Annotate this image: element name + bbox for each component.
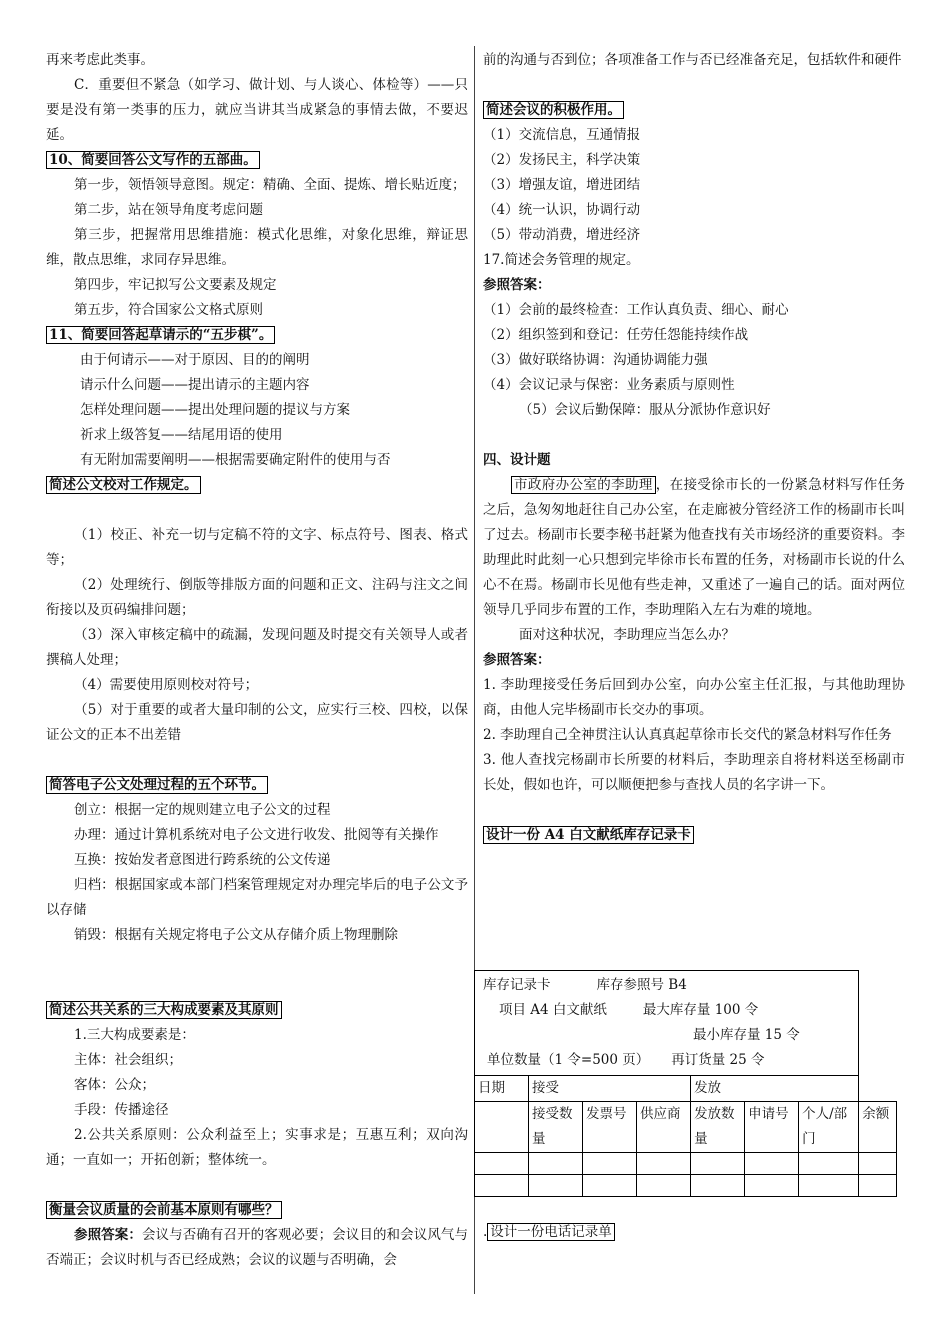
list-item: 2.公共关系原则：公众利益至上；实事求是；互惠互利；双向沟通；一直如一；开拓创新；整体统一。 <box>46 1127 468 1168</box>
list-item: 手段：传播途径 <box>74 1102 169 1118</box>
sub-supplier: 供应商 <box>637 1102 691 1153</box>
list-item: （4）统一认识，协调行动 <box>483 202 641 218</box>
list-item: 1. 李助理接受任务后回到办公室，向办公室主任汇报，与其他助理协商，由他人完毕杨副市长交办的事项。 <box>483 677 905 718</box>
sub-issue-qty: 发放数量 <box>691 1102 745 1153</box>
list-item: 2. 李助理自己全神贯注认认真真起草徐市长交代的紧急材料写作任务 <box>483 727 892 743</box>
inventory-record-card <box>474 970 897 1197</box>
list-item: （3）做好联络协调：沟通协调能力强 <box>483 352 708 368</box>
case-question: 面对这种状况，李助理应当怎么办？ <box>519 627 735 643</box>
list-item: （1）交流信息，互通情报 <box>483 127 641 143</box>
col-date: 日期 <box>475 1076 529 1102</box>
question-heading: 简述会议的积极作用。 <box>483 101 624 119</box>
list-item: 3. 他人查找完杨副市长所要的材料后，李助理亲自将材料送至杨副市长处，假如也许，可以顺便把参与查找人员的名字讲一下。 <box>483 752 905 793</box>
question-heading: 设计一份 A4 白文献纸库存记录卡 <box>483 826 694 844</box>
question-heading: 简答电子公文处理过程的五个环节。 <box>46 776 268 794</box>
list-item: 祈求上级答复——结尾用语的使用 <box>80 427 283 443</box>
list-item: 客体：公众； <box>74 1077 155 1093</box>
card-header <box>475 971 859 1076</box>
list-item: 请示什么问题——提出请示的主题内容 <box>80 377 310 393</box>
phone-record-heading: . 设计一份电话记录单 <box>483 1220 615 1245</box>
list-item: （3）增强友谊，增进团结 <box>483 177 641 193</box>
list-item: 有无附加需要阐明——根据需要确定附件的使用与否 <box>80 452 391 468</box>
col-issue: 发放 <box>691 1076 859 1102</box>
step-item: 第三步，把握常用思维措施：模式化思维，对象化思维，辩证思维，散点思维，求同存异思维。 <box>46 227 468 268</box>
sub-person-dept: 个人/部门 <box>799 1102 859 1153</box>
list-item: （2）发扬民主，科学决策 <box>483 152 641 168</box>
question-heading: 简述公文校对工作规定。 <box>46 476 201 494</box>
question-heading: 10、简要回答公文写作的五部曲。 <box>46 151 260 169</box>
list-item: 创立：根据一定的规则建立电子公文的过程 <box>74 802 331 818</box>
right-column <box>483 48 905 848</box>
list-item: 办理：通过计算机系统对电子公文进行收发、批阅等有关操作 <box>74 827 439 843</box>
step-item: 第四步，牢记拟写公文要素及规定 <box>74 277 277 293</box>
sub-receive-qty: 接受数量 <box>529 1102 583 1153</box>
list-item: 销毁：根据有关规定将电子公文从存储介质上物理删除 <box>74 927 398 943</box>
case-paragraph <box>483 473 905 623</box>
text-line: 再来考虑此类事。 <box>46 52 154 68</box>
list-item: 主体：社会组织； <box>74 1052 182 1068</box>
list-item: （4）会议记录与保密：业务素质与原则性 <box>483 377 735 393</box>
blank-cell <box>475 1102 529 1153</box>
text-paragraph: C．重要但不紧急（如学习、做计划、与人谈心、体检等）——只要是没有第一类事的压力，就应当讲其当成紧急的事情去做，不要迟延。 <box>46 77 468 143</box>
question-heading: 11、简要回答起草请示的“五步棋”。 <box>46 326 275 344</box>
card-item: 项目 A4 白文献纸 <box>499 1002 607 1018</box>
list-item: 由于何请示——对于原因、目的的阐明 <box>80 352 310 368</box>
list-item: （4）需要使用原则校对符号； <box>74 677 259 693</box>
card-min: 最小库存量 15 令 <box>693 1027 800 1043</box>
answer-label: 参照答案： <box>74 1227 142 1243</box>
text-paragraph: 前的沟通与否到位；各项准备工作与否已经准备充足，包括软件和硬件 <box>483 52 902 68</box>
list-item: 互换：按始发者意图进行跨系统的公文传递 <box>74 852 331 868</box>
list-item: （3）深入审核定稿中的疏漏，发现问题及时提交有关领导人或者撰稿人处理； <box>46 627 468 668</box>
question-text: 17.简述会务管理的规定。 <box>483 252 640 268</box>
list-item: （5）带动消费，增进经济 <box>483 227 641 243</box>
list-item: 1.三大构成要素是： <box>74 1027 195 1043</box>
step-item: 第二步，站在领导角度考虑问题 <box>74 202 263 218</box>
sub-request-no: 申请号 <box>745 1102 799 1153</box>
sub-balance: 余额 <box>859 1102 897 1153</box>
answer-text: 会议与否确有召开的客观必要；会议目的和会议风气与否端正；会议时机与否已经成熟；会议的议题与否明确，会 <box>46 1227 469 1268</box>
list-item: （2）组织签到和登记：任劳任怨能持续作战 <box>483 327 749 343</box>
step-item: 第一步，领悟领导意图。规定：精确、全面、提炼、增长贴近度； <box>74 177 466 193</box>
card-max: 最大库存量 100 令 <box>642 1002 759 1018</box>
case-highlight: 市政府办公室的李助理 <box>511 476 656 494</box>
answer-label: 参照答案： <box>483 652 551 668</box>
list-item: （2）处理统行、倒版等排版方面的问题和正文、注码与注文之间衔接以及页码编排问题； <box>46 577 468 618</box>
list-item: （1）会前的最终检查：工作认真负责、细心、耐心 <box>483 302 789 318</box>
list-item: （5）对于重要的或者大量印制的公文，应实行三校、四校，以保证公文的正本不出差错 <box>46 702 468 743</box>
card-reorder: 再订货量 25 令 <box>671 1052 765 1068</box>
list-item: 归档：根据国家或本部门档案管理规定对办理完毕后的电子公文予以存储 <box>46 877 468 918</box>
list-item: （1）校正、补充一切与定稿不符的文字、标点符号、图表、格式等； <box>46 527 468 568</box>
list-item: （5）会议后勤保障：服从分派协作意识好 <box>519 402 771 418</box>
step-item: 第五步，符合国家公文格式原则 <box>74 302 263 318</box>
question-heading: 设计一份电话记录单 <box>487 1223 615 1241</box>
section-heading: 四、设计题 <box>483 452 551 468</box>
question-heading: 简述公共关系的三大构成要素及其原则 <box>46 1001 282 1019</box>
list-item: 怎样处理问题——提出处理问题的提议与方案 <box>80 402 350 418</box>
col-receive: 接受 <box>529 1076 691 1102</box>
card-title: 库存记录卡 <box>483 977 551 993</box>
left-column <box>46 48 468 1273</box>
answer-paragraph <box>46 1223 468 1273</box>
case-text: ，在接受徐市长的一份紧急材料写作任务之后，急匆匆地赶往自己办公室，在走廊被分管经济工作的杨副市长叫了过去。杨副市长要李秘书赶紧为他查找有关市场经济的重要资料。李助理此时此刻一心只想到完毕徐市长布置的任务，对杨副市长说的什么心不在焉。杨副市长见他有些走神，又重述了一遍自己的话。面对两位领导几乎同步布置的工作，李助理陷入左右为难的境地。 <box>483 477 906 618</box>
question-heading: 衡量会议质量的会前基本原则有哪些？ <box>46 1201 282 1219</box>
card-ref: 库存参照号 B4 <box>596 977 687 993</box>
card-unit: 单位数量（1 令=500 页） <box>487 1052 650 1068</box>
sub-invoice-no: 发票号 <box>583 1102 637 1153</box>
answer-label: 参照答案： <box>483 277 551 293</box>
